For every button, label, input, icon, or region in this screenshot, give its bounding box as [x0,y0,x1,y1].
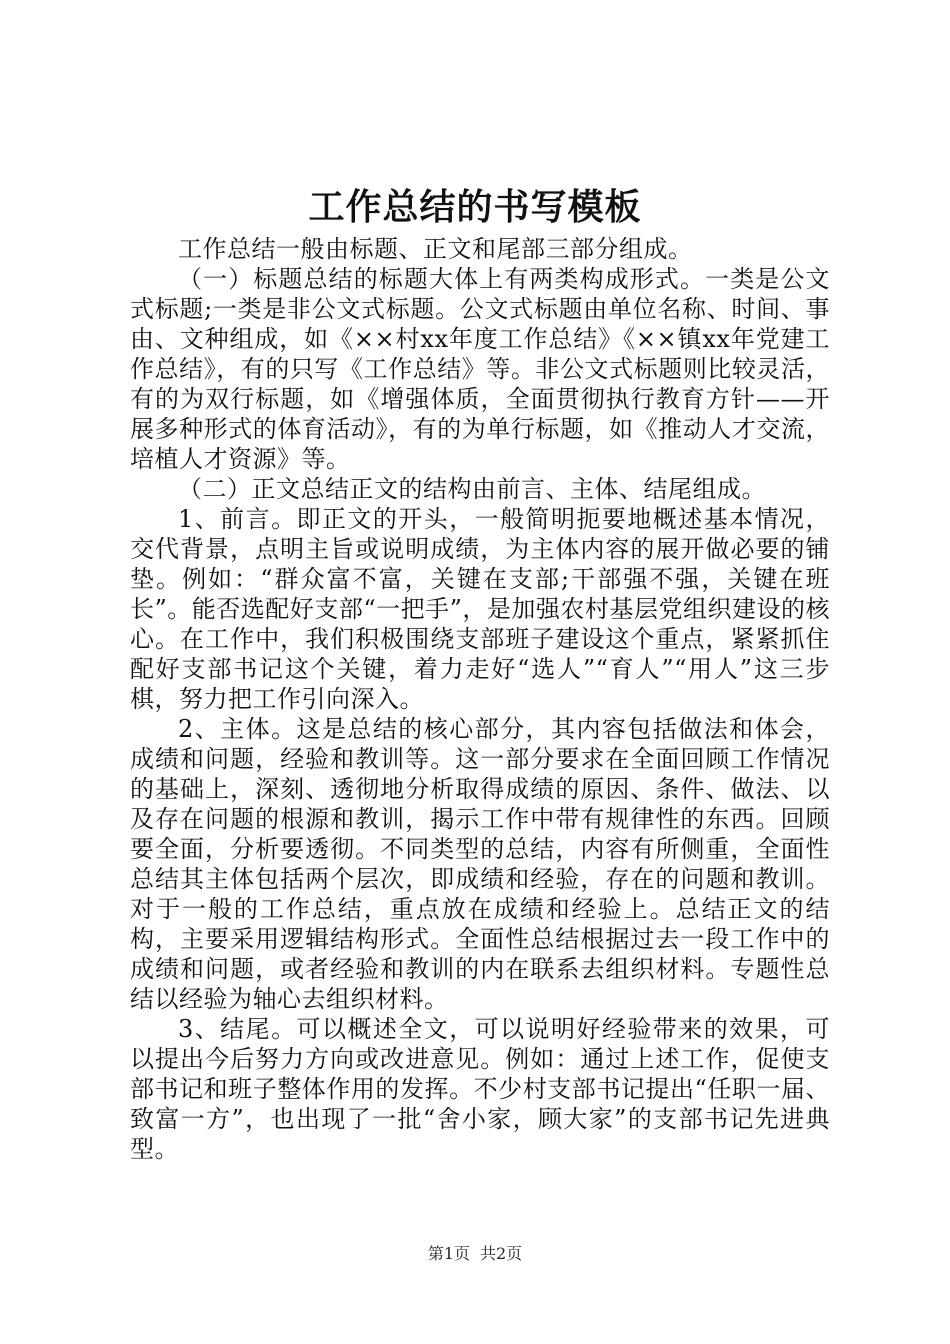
paragraph-preface: 1、前言。即正文的开头，一般简明扼要地概述基本情况，交代背景，点明主旨或说明成绩，为主体内容的展开做必要的铺垫。例如：“群众富不富，关键在支部;干部强不强，关键在班长”。能否选配好支部“一把手”，是加强农村基层党组织建设的核心。在工作中，我们积极围绕支部班子建设这个重点，紧紧抓住配好支部书记这个关键，着力走好“选人”“育人”“用人”这三步棋，努力把工作引向深入。 [130,505,830,713]
paragraph-main-body: 2、主体。这是总结的核心部分，其内容包括做法和体会，成绩和问题，经验和教训等。这一部分要求在全面回顾工作情况的基础上，深刻、透彻地分析取得成绩的原因、条件、做法、以及存在问题的根源和教训，揭示工作中带有规律性的东西。回顾要全面，分析要透彻。不同类型的总结，内容有所侧重，全面性总结其主体包括两个层次，即成绩和经验，存在的问题和教训。对于一般的工作总结，重点放在成绩和经验上。总结正文的结构，主要采用逻辑结构形式。全面性总结根据过去一段工作中的成绩和问题，或者经验和教训的内在联系去组织材料。专题性总结以经验为轴心去组织材料。 [130,715,830,1013]
paragraph-title-section: （一）标题总结的标题大体上有两类构成形式。一类是公文式标题;一类是非公文式标题。公文式标题由单位名称、时间、事由、文种组成，如《××村xx年度工作总结》《××镇xx年党建工作总结》，有的只写《工作总结》等。非公文式标题则比较灵活，有的为双行标题，如《增强体质，全面贯彻执行教育方针——开展多种形式的体育活动》，有的为单行标题，如《推动人才交流，培植人才资源》等。 [130,265,830,473]
document-title: 工作总结的书写模板 [308,186,642,228]
page-total: 共2页 [480,1244,523,1263]
paragraph-ending: 3、结尾。可以概述全文，可以说明好经验带来的效果，可以提出今后努力方向或改进意见。例如：通过上述工作，促使支部书记和班子整体作用的发挥。不少村支部书记提出“任职一届、致富一方”，也出现了一批“舍小家，顾大家”的支部书记先进典型。 [130,1015,830,1163]
document-body [130,234,830,1164]
page-footer [0,1244,950,1264]
paragraph-body-section: （二）正文总结正文的结构由前言、主体、结尾组成。 [178,475,766,503]
paragraph-intro: 工作总结一般由标题、正文和尾部三部分组成。 [178,235,693,263]
page-number: 第1页 [427,1244,470,1263]
